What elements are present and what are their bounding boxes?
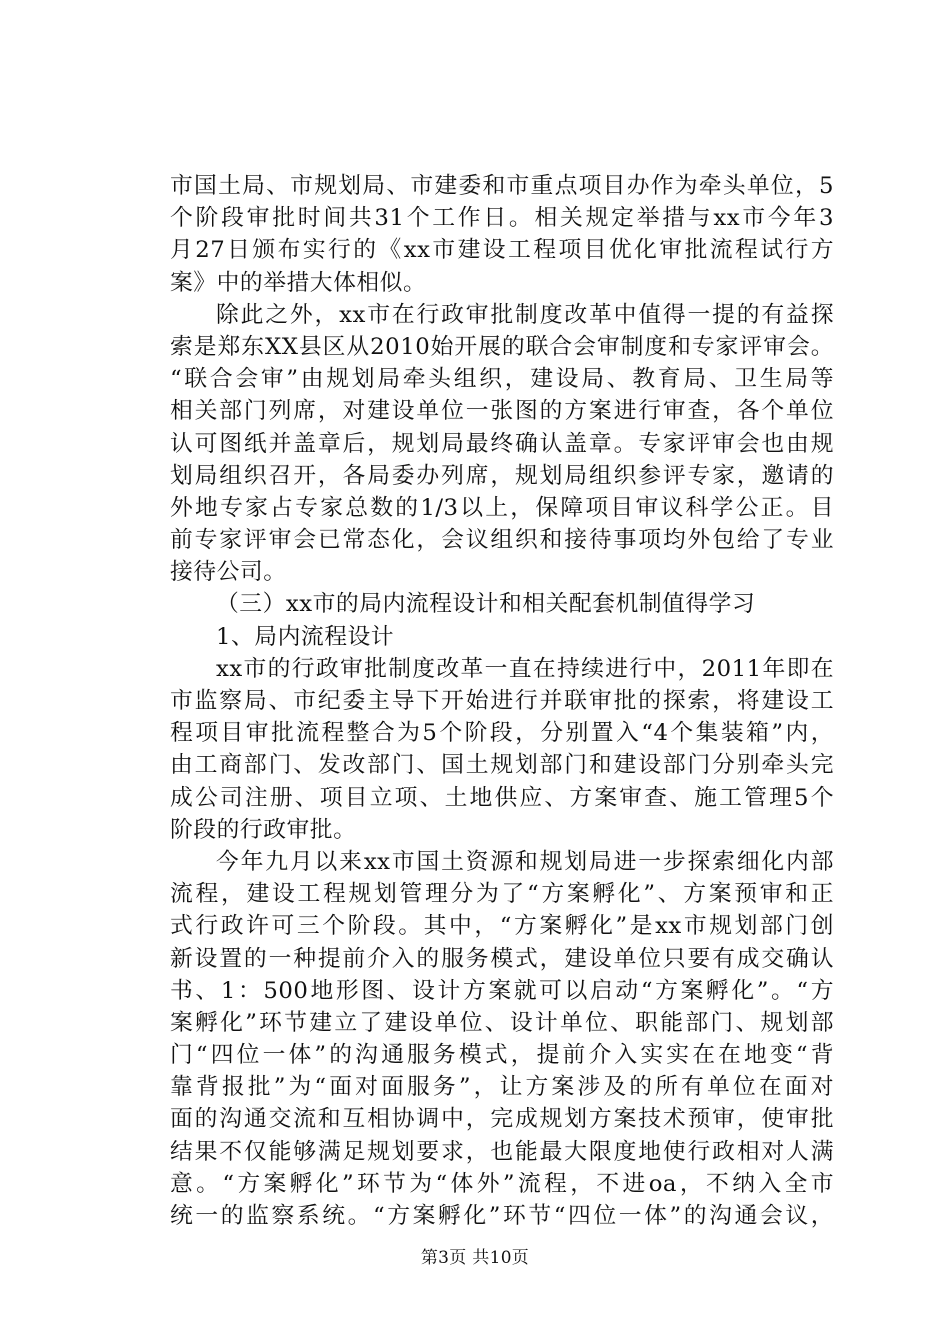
page-number-footer: 第3页 共10页	[420, 1248, 530, 1268]
text-line: 统一的监察系统。“方案孵化”环节“四位一体”的沟通会议，	[170, 1203, 834, 1229]
text-line: 成公司注册、项目立项、土地供应、方案审查、施工管理5个	[170, 784, 834, 811]
text-line: 流程，建设工程规划管理分为了“方案孵化”、方案预审和正	[170, 881, 834, 908]
text-line: 索是郑东XX县区从2010始开展的联合会审制度和专家评审会。	[170, 333, 834, 360]
text-line: 1、局内流程设计	[216, 623, 395, 650]
text-line: “联合会审”由规划局牵头组织，建设局、教育局、卫生局等	[170, 366, 834, 393]
text-line: 书、1：500地形图、设计方案就可以启动“方案孵化”。“方	[170, 977, 834, 1004]
text-line: 月27日颁布实行的《xx市建设工程项目优化审批流程试行方	[170, 237, 834, 264]
text-line: 靠背报批”为“面对面服务”，让方案涉及的所有单位在面对	[170, 1074, 834, 1101]
text-line: xx市的行政审批制度改革一直在持续进行中，2011年即在	[216, 655, 834, 682]
text-line: 认可图纸并盖章后，规划局最终确认盖章。专家评审会也由规	[170, 430, 834, 457]
text-line: 市国土局、市规划局、市建委和市重点项目办作为牵头单位，5	[170, 173, 834, 199]
text-line: 面的沟通交流和互相协调中，完成规划方案技术预审，使审批	[170, 1106, 834, 1133]
text-line: 意。“方案孵化”环节为“体外”流程，不进oa，不纳入全市	[170, 1170, 834, 1197]
text-line: 由工商部门、发改部门、国土规划部门和建设部门分别牵头完	[170, 752, 834, 779]
text-line: 结果不仅能够满足规划要求，也能最大限度地使行政相对人满	[170, 1138, 834, 1165]
text-line: （三）xx市的局内流程设计和相关配套机制值得学习	[216, 591, 756, 618]
text-line: 外地专家占专家总数的1/3以上，保障项目审议科学公正。目	[170, 494, 834, 521]
text-line: 相关部门列席，对建设单位一张图的方案进行审查，各个单位	[170, 398, 834, 425]
text-line: 市监察局、市纪委主导下开始进行并联审批的探索，将建设工	[170, 688, 834, 714]
text-line: 程项目审批流程整合为5个阶段，分别置入“4个集装箱”内，	[170, 720, 834, 747]
text-line: 阶段的行政审批。	[170, 816, 357, 843]
text-line: 除此之外，xx市在行政审批制度改革中值得一提的有益探	[216, 301, 834, 328]
text-line: 前专家评审会已常态化，会议组织和接待事项均外包给了专业	[170, 527, 834, 554]
text-line: 式行政许可三个阶段。其中，“方案孵化”是xx市规划部门创	[170, 913, 834, 940]
text-line: 划局组织召开，各局委办列席，规划局组织参评专家，邀请的	[170, 462, 834, 489]
text-line: 门“四位一体”的沟通服务模式，提前介入实实在在地变“背	[170, 1042, 834, 1069]
text-line: 案孵化”环节建立了建设单位、设计单位、职能部门、规划部	[170, 1009, 834, 1036]
text-line: 案》中的举措大体相似。	[170, 269, 427, 296]
text-line: 新设置的一种提前介入的服务模式，建设单位只要有成交确认	[170, 945, 834, 972]
text-line: 接待公司。	[170, 559, 287, 586]
text-line: 个阶段审批时间共31个工作日。相关规定举措与xx市今年3	[170, 205, 834, 232]
text-line: 今年九月以来xx市国土资源和规划局进一步探索细化内部	[216, 848, 834, 875]
document-body	[170, 170, 834, 1232]
